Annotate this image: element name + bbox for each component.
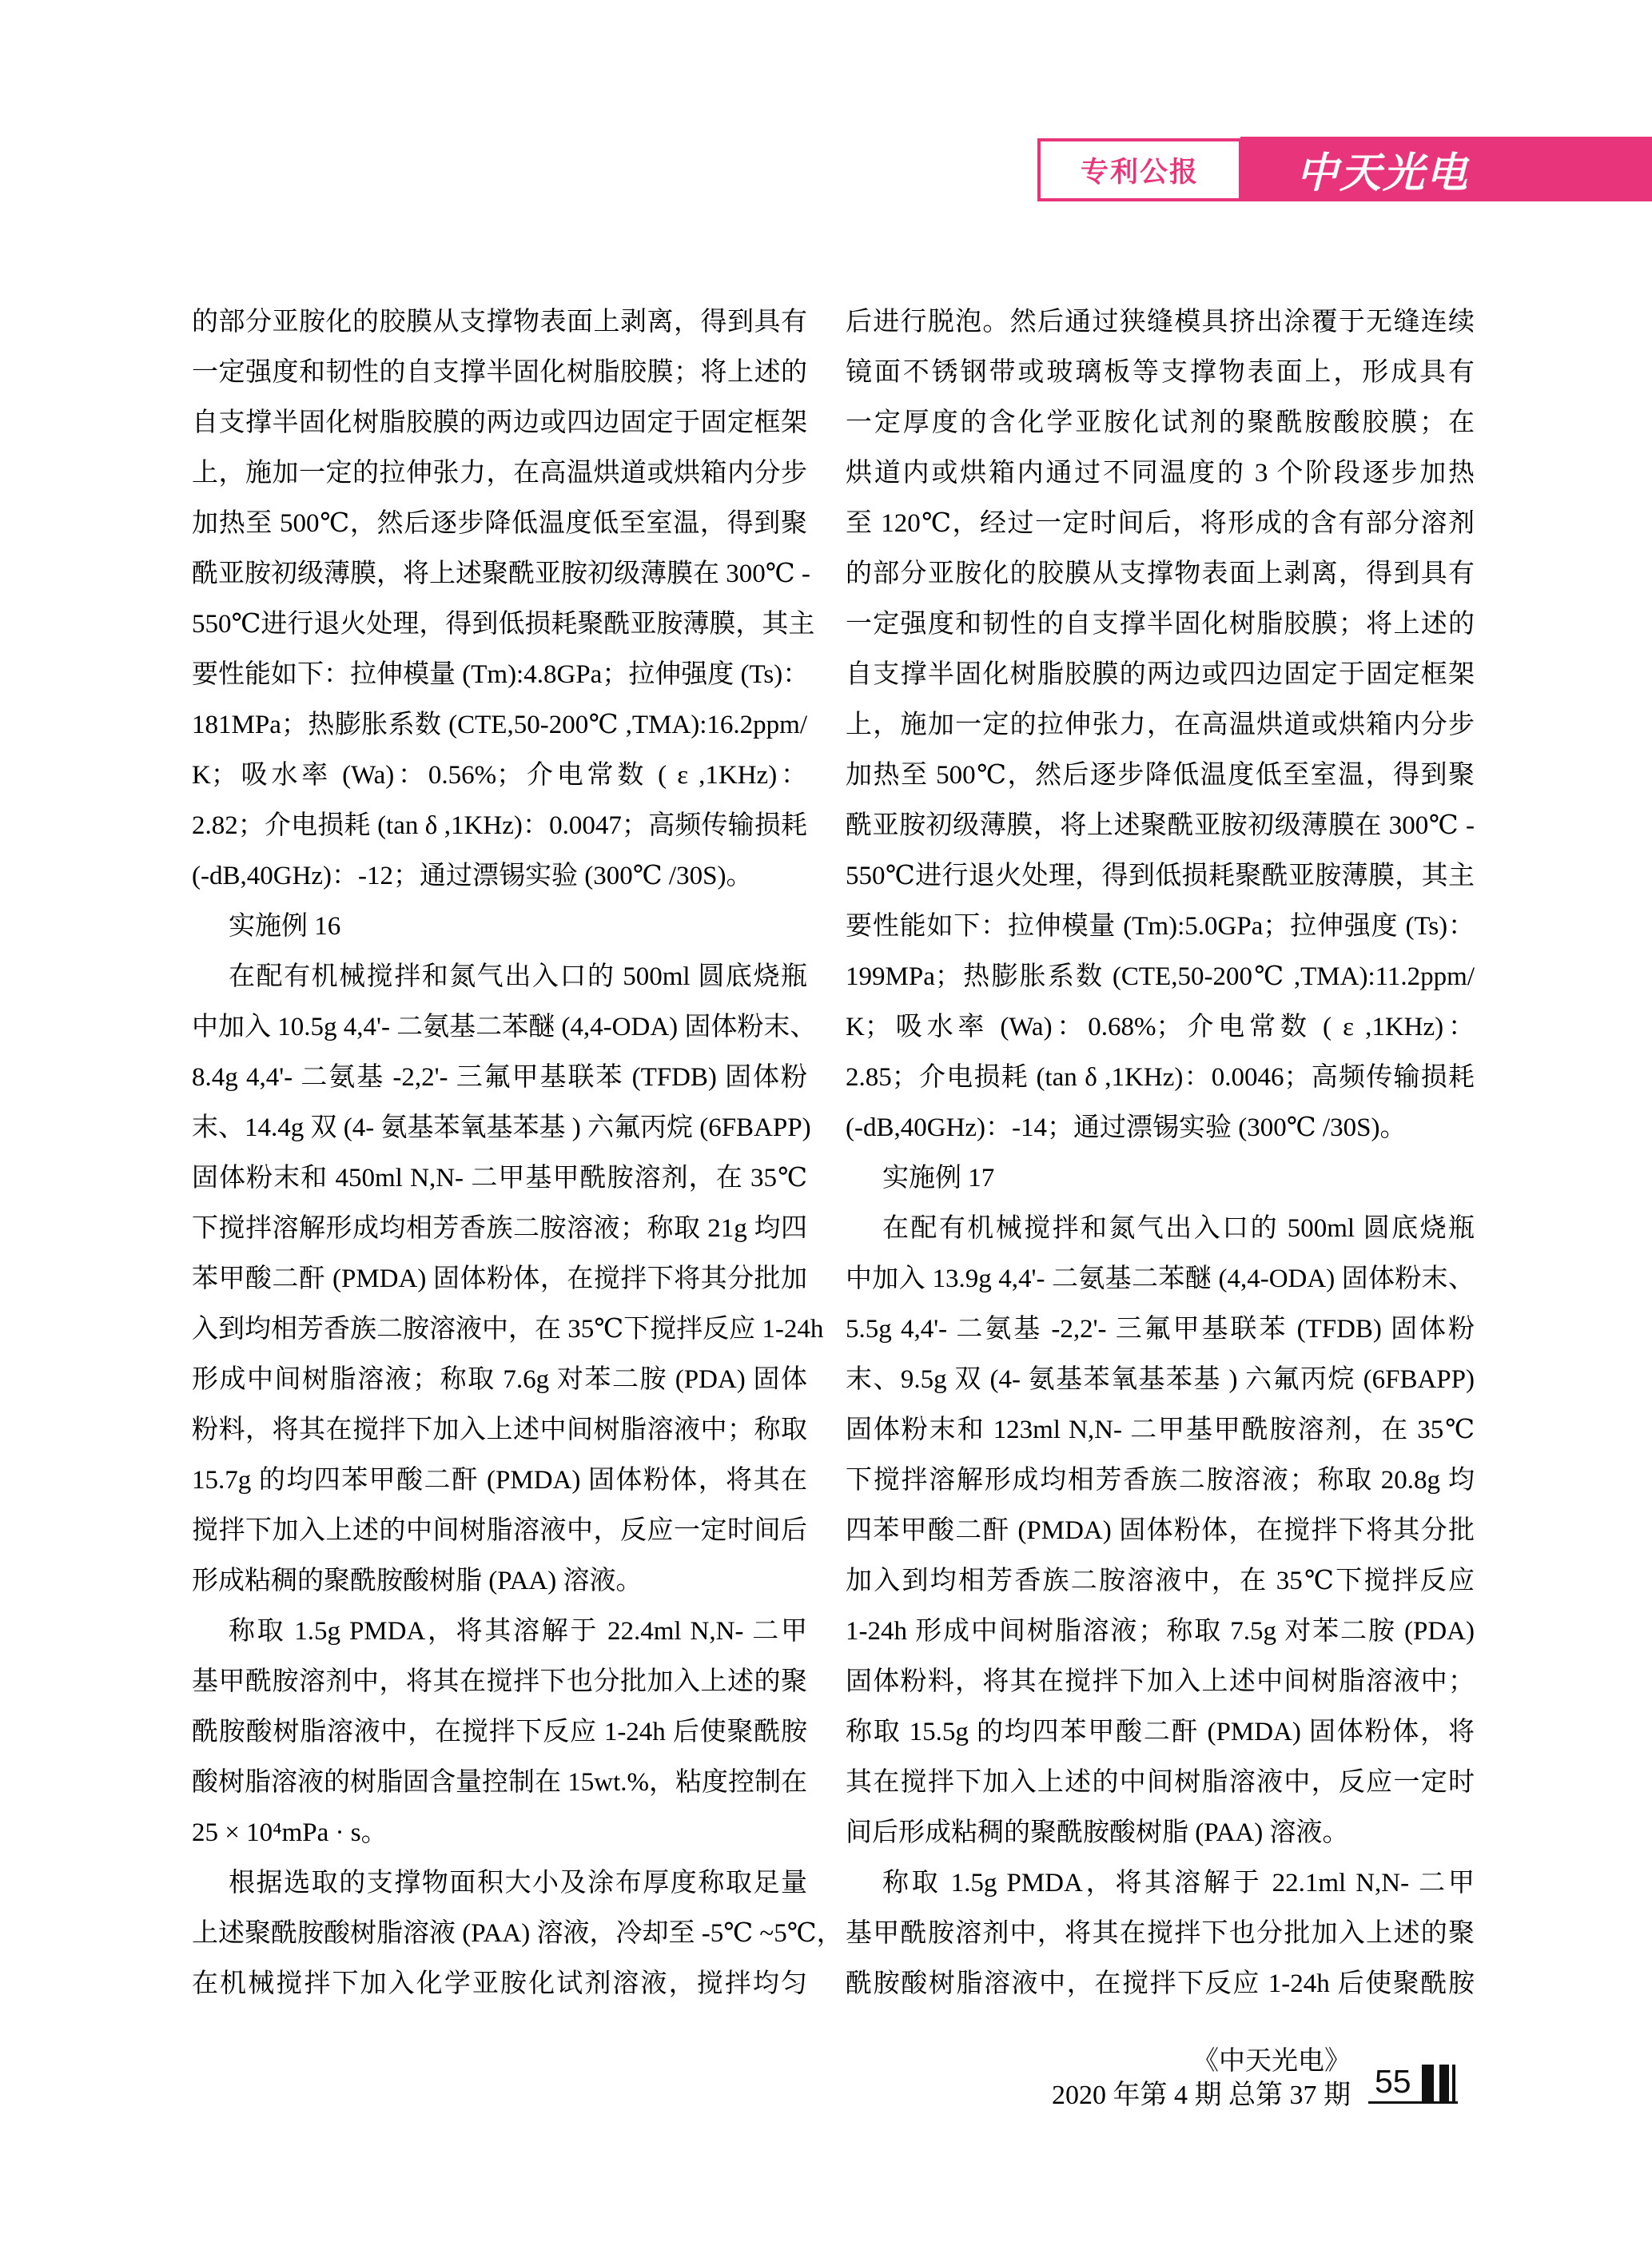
footer-issue-info: 2020 年第 4 期 总第 37 期 — [1052, 2081, 1351, 2110]
text-line: 1-24h 形成中间树脂溶液；称取 7.5g 对苯二胺 (PDA) — [846, 1617, 1475, 1646]
text-line: 酸树脂溶液的树脂固含量控制在 15wt.%，粘度控制在 — [192, 1768, 807, 1797]
text-column-right — [846, 297, 1475, 2009]
text-line: 基甲酰胺溶剂中，将其在搅拌下也分批加入上述的聚 — [192, 1667, 807, 1696]
footer-corner-bars-icon — [1422, 2065, 1458, 2104]
text-line: 四苯甲酸二酐 (PMDA) 固体粉体，在搅拌下将其分批 — [846, 1516, 1475, 1545]
text-line: 搅拌下加入上述的中间树脂溶液中，反应一定时间后 — [192, 1516, 807, 1545]
text-line: 15.7g 的均四苯甲酸二酐 (PMDA) 固体粉体，将其在 — [192, 1466, 807, 1495]
text-line: 一定厚度的含化学亚胺化试剂的聚酰胺酸胶膜；在 — [846, 408, 1475, 437]
text-line: (-dB,40GHz)：-14；通过漂锡实验 (300℃ /30S)。 — [846, 1113, 1407, 1142]
text-line: 末、14.4g 双 (4- 氨基苯氧基苯基 ) 六氟丙烷 (6FBAPP) — [192, 1113, 811, 1142]
text-line: 上，施加一定的拉伸张力，在高温烘道或烘箱内分步 — [192, 459, 807, 488]
text-line: 后进行脱泡。然后通过狭缝模具挤出涂覆于无缝连续 — [846, 308, 1475, 336]
text-line: 2.85；介电损耗 (tan δ ,1KHz)：0.0046；高频传输损耗 — [846, 1063, 1475, 1092]
text-line: 酰胺酸树脂溶液中，在搅拌下反应 1-24h 后使聚酰胺 — [846, 1969, 1475, 1998]
text-line: 自支撑半固化树脂胶膜的两边或四边固定于固定框架 — [192, 408, 807, 437]
text-line: 在配有机械搅拌和氮气出入口的 500ml 圆底烧瓶 — [882, 1214, 1475, 1243]
text-line: 199MPa；热膨胀系数 (CTE,50-200℃ ,TMA):11.2ppm/ — [846, 962, 1475, 991]
text-line: 形成粘稠的聚酰胺酸树脂 (PAA) 溶液。 — [192, 1567, 643, 1595]
text-column-left — [192, 297, 843, 2009]
text-line: 称取 1.5g PMDA，将其溶解于 22.4ml N,N- 二甲 — [229, 1617, 807, 1646]
text-line: 5.5g 4,4'- 二氨基 -2,2'- 三氟甲基联苯 (TFDB) 固体粉 — [846, 1315, 1475, 1344]
text-line: 在机械搅拌下加入化学亚胺化试剂溶液，搅拌均匀 — [192, 1969, 807, 1998]
text-line: 加入到均相芳香族二胺溶液中，在 35℃下搅拌反应 — [846, 1567, 1475, 1595]
text-line: 固体粉末和 450ml N,N- 二甲基甲酰胺溶剂，在 35℃ — [192, 1164, 807, 1193]
text-line: 550℃进行退火处理，得到低损耗聚酰亚胺薄膜，其主 — [192, 610, 815, 639]
patent-gazette-badge — [1037, 138, 1242, 201]
text-line: 一定强度和韧性的自支撑半固化树脂胶膜；将上述的 — [192, 358, 807, 387]
text-line: 苯甲酸二酐 (PMDA) 固体粉体，在搅拌下将其分批加 — [192, 1264, 807, 1293]
text-line: 25 × 10⁴mPa · s。 — [192, 1818, 388, 1847]
text-line: 中加入 10.5g 4,4'- 二氨基二苯醚 (4,4-ODA) 固体粉末、 — [192, 1013, 817, 1041]
text-line: 自支撑半固化树脂胶膜的两边或四边固定于固定框架 — [846, 660, 1475, 689]
text-line: 基甲酰胺溶剂中，将其在搅拌下也分批加入上述的聚 — [846, 1919, 1475, 1948]
text-line: 烘道内或烘箱内通过不同温度的 3 个阶段逐步加热 — [846, 459, 1475, 488]
text-line: 要性能如下：拉伸模量 (Tm):5.0GPa；拉伸强度 (Ts)： — [846, 912, 1475, 941]
page-number: 55 — [1375, 2063, 1411, 2100]
text-line: 181MPa；热膨胀系数 (CTE,50-200℃ ,TMA):16.2ppm/ — [192, 711, 807, 739]
text-line: 8.4g 4,4'- 二氨基 -2,2'- 三氟甲基联苯 (TFDB) 固体粉 — [192, 1063, 807, 1092]
text-line: 称取 1.5g PMDA，将其溶解于 22.1ml N,N- 二甲 — [882, 1869, 1475, 1898]
text-line: 间后形成粘稠的聚酰胺酸树脂 (PAA) 溶液。 — [846, 1818, 1349, 1847]
text-line: 酰亚胺初级薄膜，将上述聚酰亚胺初级薄膜在 300℃ - — [192, 560, 810, 588]
text-line: 加热至 500℃，然后逐步降低温度低至室温，得到聚 — [846, 761, 1475, 790]
text-line: 末、9.5g 双 (4- 氨基苯氧基苯基 ) 六氟丙烷 (6FBAPP) — [846, 1365, 1475, 1394]
footer-journal-title: 《中天光电》 — [1192, 2047, 1351, 2076]
bar-thick-1 — [1422, 2065, 1434, 2104]
text-line: 实施例 17 — [882, 1164, 995, 1193]
text-line: 下搅拌溶解形成均相芳香族二胺溶液；称取 20.8g 均 — [846, 1466, 1475, 1495]
text-line: 其在搅拌下加入上述的中间树脂溶液中，反应一定时 — [846, 1768, 1475, 1797]
brand-logo-text: 中天光电 — [1296, 149, 1470, 197]
text-line: 酰亚胺初级薄膜，将上述聚酰亚胺初级薄膜在 300℃ - — [846, 811, 1475, 840]
text-line: 称取 15.5g 的均四苯甲酸二酐 (PMDA) 固体粉体，将 — [846, 1718, 1475, 1746]
text-line: 上，施加一定的拉伸张力，在高温烘道或烘箱内分步 — [846, 711, 1475, 739]
text-line: 要性能如下：拉伸模量 (Tm):4.8GPa；拉伸强度 (Ts)： — [192, 660, 810, 689]
patent-gazette-badge-label: 专利公报 — [1080, 156, 1199, 188]
text-line: 2.82；介电损耗 (tan δ ,1KHz)：0.0047；高频传输损耗 — [192, 811, 807, 840]
text-line: 下搅拌溶解形成均相芳香族二胺溶液；称取 21g 均四 — [192, 1214, 807, 1243]
text-line: K；吸水率 (Wa)：0.56%；介电常数 ( ε ,1KHz)： — [192, 761, 807, 790]
text-line: 形成中间树脂溶液；称取 7.6g 对苯二胺 (PDA) 固体 — [192, 1365, 807, 1394]
text-line: 在配有机械搅拌和氮气出入口的 500ml 圆底烧瓶 — [229, 962, 807, 991]
text-line: 固体粉末和 123ml N,N- 二甲基甲酰胺溶剂，在 35℃ — [846, 1416, 1475, 1444]
brand-header-bar — [1240, 137, 1652, 201]
text-line: 镜面不锈钢带或玻璃板等支撑物表面上，形成具有 — [846, 358, 1475, 387]
text-line: 中加入 13.9g 4,4'- 二氨基二苯醚 (4,4-ODA) 固体粉末、 — [846, 1264, 1475, 1293]
text-line: 酰胺酸树脂溶液中，在搅拌下反应 1-24h 后使聚酰胺 — [192, 1718, 807, 1746]
text-line: 入到均相芳香族二胺溶液中，在 35℃下搅拌反应 1-24h — [192, 1315, 824, 1344]
bar-thin — [1452, 2065, 1455, 2104]
text-line: 一定强度和韧性的自支撑半固化树脂胶膜；将上述的 — [846, 610, 1475, 639]
text-line: 的部分亚胺化的胶膜从支撑物表面上剥离，得到具有 — [192, 308, 807, 336]
text-line: 至 120℃，经过一定时间后，将形成的含有部分溶剂 — [846, 509, 1475, 538]
text-line: 550℃进行退火处理，得到低损耗聚酰亚胺薄膜，其主 — [846, 862, 1475, 890]
text-line: (-dB,40GHz)：-12；通过漂锡实验 (300℃ /30S)。 — [192, 862, 753, 890]
text-line: 上述聚酰胺酸树脂溶液 (PAA) 溶液，冷却至 -5℃ ~5℃， — [192, 1919, 843, 1948]
text-line: 粉料，将其在搅拌下加入上述中间树脂溶液中；称取 — [192, 1416, 807, 1444]
text-line: 加热至 500℃，然后逐步降低温度低至室温，得到聚 — [192, 509, 807, 538]
text-line: 固体粉料，将其在搅拌下加入上述中间树脂溶液中； — [846, 1667, 1475, 1696]
bar-thick-2 — [1439, 2065, 1449, 2104]
text-line: 的部分亚胺化的胶膜从支撑物表面上剥离，得到具有 — [846, 560, 1475, 588]
text-line: K；吸水率 (Wa)：0.68%；介电常数 ( ε ,1KHz)： — [846, 1013, 1475, 1041]
text-line: 根据选取的支撑物面积大小及涂布厚度称取足量 — [229, 1869, 807, 1898]
text-line: 实施例 16 — [229, 912, 341, 941]
